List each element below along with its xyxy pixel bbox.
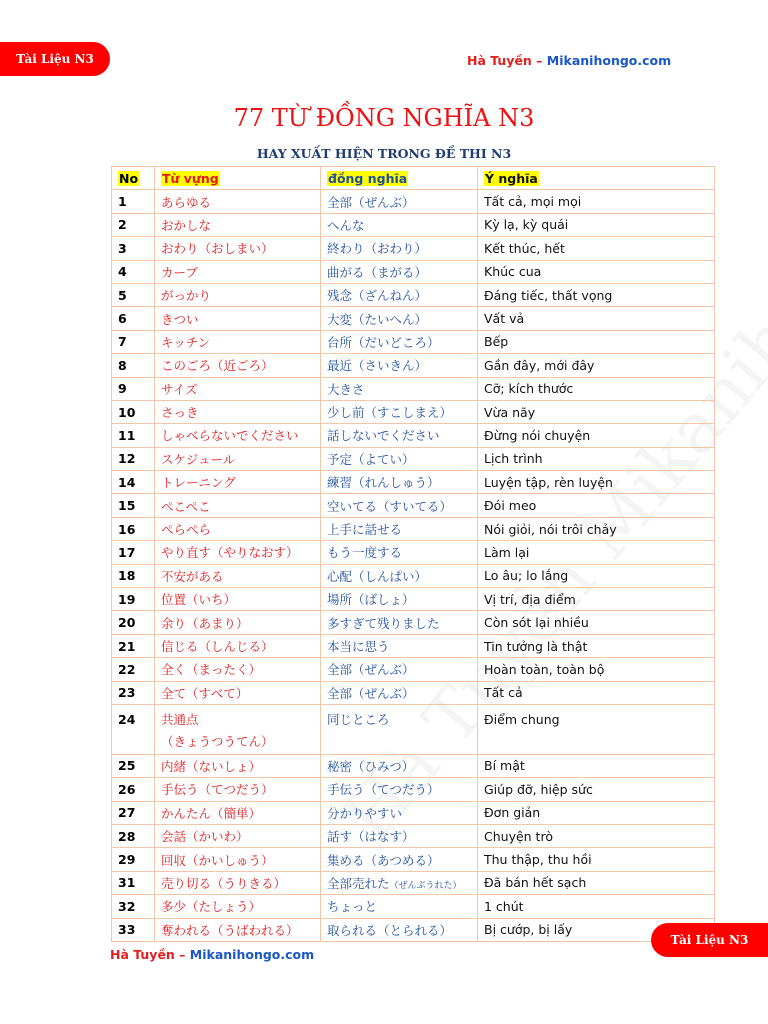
table-row xyxy=(112,801,715,824)
row-meaning: Khúc cua xyxy=(478,260,715,283)
row-word: 不安がある xyxy=(155,564,321,587)
table-row xyxy=(112,704,715,754)
row-number: 25 xyxy=(112,754,155,777)
row-number: 8 xyxy=(112,354,155,377)
row-meaning: Lo âu; lo lắng xyxy=(478,564,715,587)
row-word: このごろ（近ごろ） xyxy=(155,354,321,377)
row-synonym: 少し前（すこしまえ） xyxy=(321,400,478,423)
row-meaning: Đáng tiếc, thất vọng xyxy=(478,283,715,306)
row-synonym: 残念（ざんねん） xyxy=(321,283,478,306)
row-meaning: Chuyện trò xyxy=(478,824,715,847)
table-row xyxy=(112,377,715,400)
row-synonym: 話す（はなす） xyxy=(321,824,478,847)
row-word: キッチン xyxy=(155,330,321,353)
header-synonym: đồng nghĩa xyxy=(321,167,478,190)
row-synonym: へんな xyxy=(321,213,478,236)
row-word: おかしな xyxy=(155,213,321,236)
row-synonym: 秘密（ひみつ） xyxy=(321,754,478,777)
row-word: 多少（たしょう） xyxy=(155,895,321,918)
table-row xyxy=(112,330,715,353)
row-number: 15 xyxy=(112,494,155,517)
row-meaning: Làm lại xyxy=(478,541,715,564)
row-meaning: Cỡ; kích thước xyxy=(478,377,715,400)
table-row xyxy=(112,541,715,564)
row-number: 31 xyxy=(112,871,155,894)
row-synonym: 上手に話せる xyxy=(321,517,478,540)
row-number: 32 xyxy=(112,895,155,918)
row-meaning: Tin tưởng là thật xyxy=(478,634,715,657)
header-tag: Tài Liệu N3 xyxy=(0,42,110,76)
row-number: 17 xyxy=(112,541,155,564)
row-number: 26 xyxy=(112,778,155,801)
row-word: 全て（すべて） xyxy=(155,681,321,704)
vocab-table xyxy=(111,166,715,942)
row-number: 23 xyxy=(112,681,155,704)
row-meaning: Hoàn toàn, toàn bộ xyxy=(478,658,715,681)
table-row xyxy=(112,848,715,871)
row-word: 内緒（ないしょ） xyxy=(155,754,321,777)
row-synonym: 同じところ xyxy=(321,704,478,754)
row-meaning: Gần đây, mới đây xyxy=(478,354,715,377)
table-row xyxy=(112,824,715,847)
row-word: 手伝う（てつだう） xyxy=(155,778,321,801)
row-word: 売り切る（うりきる） xyxy=(155,871,321,894)
row-number: 1 xyxy=(112,190,155,213)
row-word: しゃべらないでください xyxy=(155,424,321,447)
row-synonym: 台所（だいどころ） xyxy=(321,330,478,353)
row-synonym: 全部（ぜんぶ） xyxy=(321,658,478,681)
row-meaning: Bếp xyxy=(478,330,715,353)
row-number: 28 xyxy=(112,824,155,847)
table-row xyxy=(112,778,715,801)
row-meaning: Kết thúc, hết xyxy=(478,237,715,260)
header-meaning: Ý nghĩa xyxy=(478,167,715,190)
row-word: ぺこぺこ xyxy=(155,494,321,517)
row-number: 2 xyxy=(112,213,155,236)
row-synonym: ちょっと xyxy=(321,895,478,918)
row-number: 18 xyxy=(112,564,155,587)
row-number: 22 xyxy=(112,658,155,681)
row-synonym: もう一度する xyxy=(321,541,478,564)
row-number: 19 xyxy=(112,588,155,611)
row-meaning: Đã bán hết sạch xyxy=(478,871,715,894)
row-meaning: Tất cả xyxy=(478,681,715,704)
row-word: 共通点 （きょうつうてん） xyxy=(155,704,321,754)
table-row xyxy=(112,895,715,918)
table-row xyxy=(112,260,715,283)
table-row xyxy=(112,494,715,517)
row-synonym: 集める（あつめる） xyxy=(321,848,478,871)
row-meaning: Đừng nói chuyện xyxy=(478,424,715,447)
table-row xyxy=(112,564,715,587)
row-meaning: Tất cả, mọi mọi xyxy=(478,190,715,213)
table-row xyxy=(112,588,715,611)
row-meaning: Đơn giản xyxy=(478,801,715,824)
row-number: 7 xyxy=(112,330,155,353)
row-number: 29 xyxy=(112,848,155,871)
row-number: 16 xyxy=(112,517,155,540)
row-synonym: 話しないでください xyxy=(321,424,478,447)
row-word: 全く（まったく） xyxy=(155,658,321,681)
row-meaning: Vất vả xyxy=(478,307,715,330)
row-number: 9 xyxy=(112,377,155,400)
row-synonym: 多すぎて残りました xyxy=(321,611,478,634)
table-header-row xyxy=(112,167,715,190)
row-number: 6 xyxy=(112,307,155,330)
table-row xyxy=(112,283,715,306)
header-word: Từ vựng xyxy=(155,167,321,190)
row-meaning: Kỳ lạ, kỳ quái xyxy=(478,213,715,236)
page-title: 77 TỪ ĐỒNG NGHĨA N3 xyxy=(233,104,535,132)
row-synonym: 最近（さいきん） xyxy=(321,354,478,377)
footer-tag: Tài Liệu N3 xyxy=(651,923,768,957)
row-word: 信じる（しんじる） xyxy=(155,634,321,657)
row-meaning: Thu thập, thu hồi xyxy=(478,848,715,871)
row-number: 33 xyxy=(112,918,155,941)
row-synonym: 手伝う（てつだう） xyxy=(321,778,478,801)
footer-brand: Hà Tuyền – Mikanihongo.com xyxy=(110,947,315,962)
row-number: 20 xyxy=(112,611,155,634)
table-row xyxy=(112,658,715,681)
table-row xyxy=(112,871,715,894)
row-synonym: 大きさ xyxy=(321,377,478,400)
table-row xyxy=(112,471,715,494)
row-word: さっき xyxy=(155,400,321,423)
row-word: カーブ xyxy=(155,260,321,283)
table-row xyxy=(112,307,715,330)
row-number: 3 xyxy=(112,237,155,260)
row-synonym: 空いてる（すいてる） xyxy=(321,494,478,517)
table-row xyxy=(112,918,715,941)
row-synonym: 全部（ぜんぶ） xyxy=(321,681,478,704)
table-row xyxy=(112,517,715,540)
table-row xyxy=(112,754,715,777)
table-row xyxy=(112,424,715,447)
row-meaning: Lịch trình xyxy=(478,447,715,470)
row-synonym: 心配（しんぱい） xyxy=(321,564,478,587)
row-meaning: 1 chút xyxy=(478,895,715,918)
row-synonym: 終わり（おわり） xyxy=(321,237,478,260)
row-word: ぺらぺら xyxy=(155,517,321,540)
row-number: 11 xyxy=(112,424,155,447)
row-synonym: 全部（ぜんぶ） xyxy=(321,190,478,213)
row-number: 10 xyxy=(112,400,155,423)
row-word: あらゆる xyxy=(155,190,321,213)
row-number: 24 xyxy=(112,704,155,754)
row-number: 12 xyxy=(112,447,155,470)
row-number: 14 xyxy=(112,471,155,494)
table-row xyxy=(112,354,715,377)
row-word: きつい xyxy=(155,307,321,330)
row-synonym: 曲がる（まがる） xyxy=(321,260,478,283)
row-meaning: Vừa nãy xyxy=(478,400,715,423)
table-row xyxy=(112,213,715,236)
row-synonym: 場所（ばしょ） xyxy=(321,588,478,611)
row-number: 21 xyxy=(112,634,155,657)
row-meaning: Còn sót lại nhiều xyxy=(478,611,715,634)
row-word: かんたん（簡単） xyxy=(155,801,321,824)
table-row xyxy=(112,447,715,470)
row-meaning: Nói giỏi, nói trôi chảy xyxy=(478,517,715,540)
row-meaning: Giúp đỡ, hiệp sức xyxy=(478,778,715,801)
page-subtitle: HAY XUẤT HIỆN TRONG ĐỀ THI N3 xyxy=(256,146,512,161)
header-brand: Hà Tuyền – Mikanihongo.com xyxy=(467,53,672,68)
row-synonym: 全部売れた（ぜんぶうれた） xyxy=(321,871,478,894)
row-meaning: Đói meo xyxy=(478,494,715,517)
row-word: 位置（いち） xyxy=(155,588,321,611)
row-meaning: Bí mật xyxy=(478,754,715,777)
row-meaning: Luyện tập, rèn luyện xyxy=(478,471,715,494)
row-word: トレーニング xyxy=(155,471,321,494)
row-number: 4 xyxy=(112,260,155,283)
row-word: スケジュール xyxy=(155,447,321,470)
row-synonym: 練習（れんしゅう） xyxy=(321,471,478,494)
table-row xyxy=(112,190,715,213)
row-synonym: 取られる（とられる） xyxy=(321,918,478,941)
table-row xyxy=(112,611,715,634)
row-number: 5 xyxy=(112,283,155,306)
row-meaning: Điểm chung xyxy=(478,704,715,754)
row-synonym: 大変（たいへん） xyxy=(321,307,478,330)
row-synonym: 予定（よてい） xyxy=(321,447,478,470)
row-meaning: Vị trí, địa điểm xyxy=(478,588,715,611)
row-word: 奪われる（うばわれる） xyxy=(155,918,321,941)
row-word: サイズ xyxy=(155,377,321,400)
row-synonym: 分かりやすい xyxy=(321,801,478,824)
table-row xyxy=(112,400,715,423)
row-word: 余り（あまり） xyxy=(155,611,321,634)
row-word: おわり（おしまい） xyxy=(155,237,321,260)
header-no: No xyxy=(112,167,155,190)
row-synonym: 本当に思う xyxy=(321,634,478,657)
table-row xyxy=(112,681,715,704)
row-word: 会話（かいわ） xyxy=(155,824,321,847)
row-word: やり直す（やりなおす） xyxy=(155,541,321,564)
table-row xyxy=(112,634,715,657)
row-number: 27 xyxy=(112,801,155,824)
row-meaning: Bị cướp, bị lấy xyxy=(478,918,715,941)
row-word: 回収（かいしゅう） xyxy=(155,848,321,871)
table-row xyxy=(112,237,715,260)
row-word: がっかり xyxy=(155,283,321,306)
